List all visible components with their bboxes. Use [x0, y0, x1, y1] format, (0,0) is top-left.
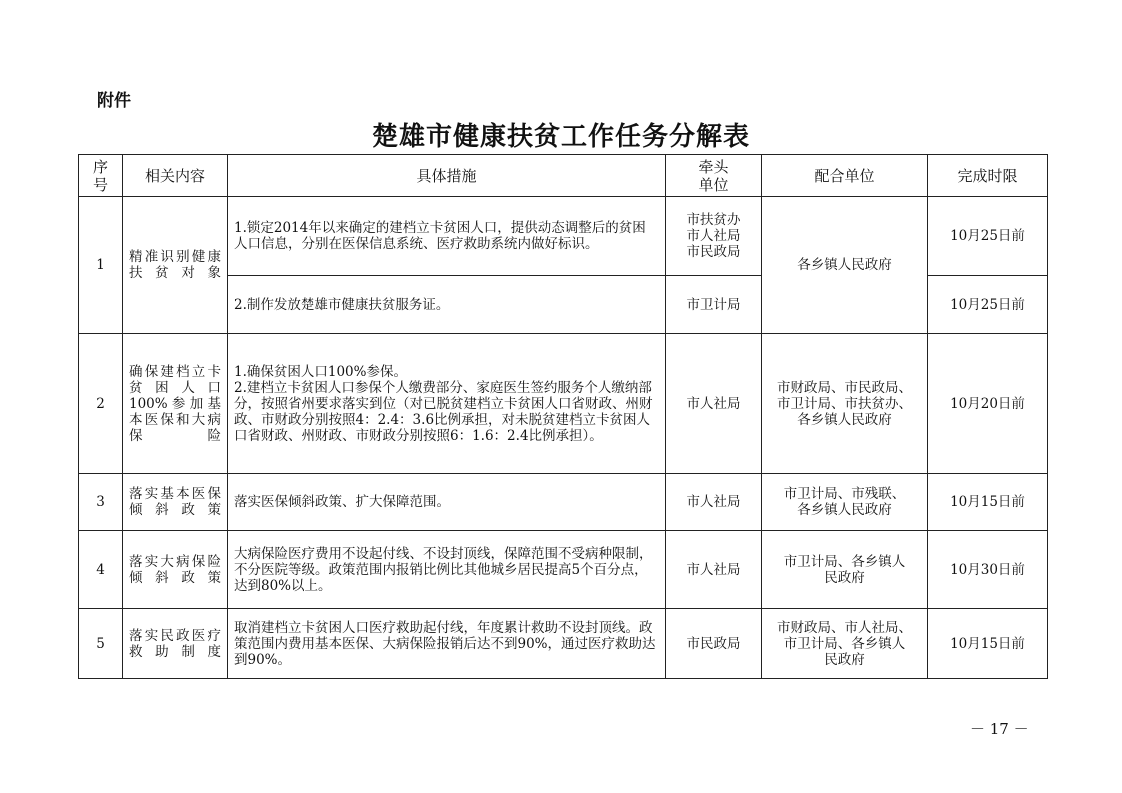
row2-coop-a: 市财政局、市民政局、 — [777, 379, 912, 396]
table-row — [79, 197, 1048, 276]
row2-measure-line1: 1.确保贫困人口100%参保。 — [234, 363, 407, 380]
row1-lead-1 — [666, 197, 762, 276]
row5-content: 落实民政医疗救助制度 — [123, 609, 228, 679]
row1-lead-1-a: 市扶贫办 — [686, 212, 741, 228]
row1-deadline-1: 10月25日前 — [928, 197, 1048, 276]
row1-measure-1: 1.锁定2014年以来确定的建档立卡贫困人口，提供动态调整后的贫困人口信息，分别在医保信息系统、医疗救助系统内做好标识。 — [228, 197, 666, 276]
row4-coop-a: 市卫计局、各乡镇人 — [783, 553, 906, 570]
row3-lead: 市人社局 — [666, 474, 762, 531]
header-measures: 具体措施 — [228, 155, 666, 197]
row3-coop-b: 各乡镇人民政府 — [797, 502, 892, 518]
attachment-label: 附件 — [97, 91, 131, 111]
header-coop: 配合单位 — [762, 155, 928, 197]
row1-deadline-2: 10月25日前 — [928, 276, 1048, 334]
row5-coop — [762, 609, 928, 679]
row1-measure-2: 2.制作发放楚雄市健康扶贫服务证。 — [228, 276, 666, 334]
row5-deadline: 10月15日前 — [928, 609, 1048, 679]
document-title: 楚雄市健康扶贫工作任务分解表 — [371, 122, 750, 152]
row5-coop-c: 民政府 — [824, 651, 865, 668]
row2-measure — [228, 334, 666, 474]
row1-content: 精准识别健康扶贫对象 — [123, 197, 228, 334]
row3-deadline: 10月15日前 — [928, 474, 1048, 531]
row4-coop-b: 民政府 — [824, 569, 865, 586]
row3-content: 落实基本医保倾斜政策 — [123, 474, 228, 531]
row2-coop — [762, 334, 928, 474]
table-row — [79, 334, 1048, 474]
row4-lead: 市人社局 — [666, 531, 762, 609]
row1-seq: 1 — [79, 197, 123, 334]
row2-seq: 2 — [79, 334, 123, 474]
header-seq-line2: 号 — [92, 175, 108, 194]
row4-deadline: 10月30日前 — [928, 531, 1048, 609]
row5-lead: 市民政局 — [666, 609, 762, 679]
row5-coop-a: 市财政局、市人社局、 — [777, 619, 912, 636]
row2-coop-c: 各乡镇人民政府 — [797, 411, 892, 428]
row3-coop-a: 市卫计局、市残联、 — [783, 486, 906, 502]
table-row — [79, 531, 1048, 609]
task-table — [78, 154, 1048, 679]
header-lead-line2: 单位 — [698, 175, 729, 194]
row5-seq: 5 — [79, 609, 123, 679]
row1-coop: 各乡镇人民政府 — [762, 197, 928, 334]
header-lead-line1: 牵头 — [698, 157, 729, 176]
page-number: － 17 － — [970, 720, 1029, 738]
row4-seq: 4 — [79, 531, 123, 609]
header-row — [79, 155, 1048, 197]
header-content: 相关内容 — [123, 155, 228, 197]
header-seq-line1: 序 — [92, 157, 108, 176]
row1-lead-2: 市卫计局 — [666, 276, 762, 334]
row3-seq: 3 — [79, 474, 123, 531]
row2-measure-line2: 2.建档立卡贫困人口参保个人缴费部分、家庭医生签约服务个人缴纳部分，按照省州要求落实到位（对已脱贫建档立卡贫困人口省财政、州财政、市财政分别按照4：2.4：3.6比例承担，对未脱贫建档立卡贫困人口省财政、州财政、市财政分别按照6：1.6：2.4比例承担）。 — [234, 379, 653, 444]
table-row — [79, 474, 1048, 531]
row4-coop — [762, 531, 928, 609]
row2-deadline: 10月20日前 — [928, 334, 1048, 474]
row5-measure: 取消建档立卡贫困人口医疗救助起付线，年度累计救助不设封顶线。政策范围内费用基本医保、大病保险报销后达不到90%，通过医疗救助达到90%。 — [228, 609, 666, 679]
row1-lead-1-c: 市民政局 — [686, 244, 741, 260]
row2-coop-b: 市卫计局、市扶贫办、 — [777, 395, 912, 412]
row1-lead-1-b: 市人社局 — [686, 228, 741, 244]
table-row — [79, 609, 1048, 679]
header-lead — [666, 155, 762, 197]
header-deadline: 完成时限 — [928, 155, 1048, 197]
row4-content: 落实大病保险倾斜政策 — [123, 531, 228, 609]
row2-content: 确保建档立卡贫困人口100%参加基本医保和大病保险 — [123, 334, 228, 474]
row3-measure: 落实医保倾斜政策、扩大保障范围。 — [228, 474, 666, 531]
row5-coop-b: 市卫计局、各乡镇人 — [783, 635, 906, 652]
header-seq — [79, 155, 123, 197]
row4-measure: 大病保险医疗费用不设起付线、不设封顶线，保障范围不受病种限制，不分医院等级。政策范围内报销比例比其他城乡居民提高5个百分点，达到80%以上。 — [228, 531, 666, 609]
row3-coop — [762, 474, 928, 531]
row2-lead: 市人社局 — [666, 334, 762, 474]
